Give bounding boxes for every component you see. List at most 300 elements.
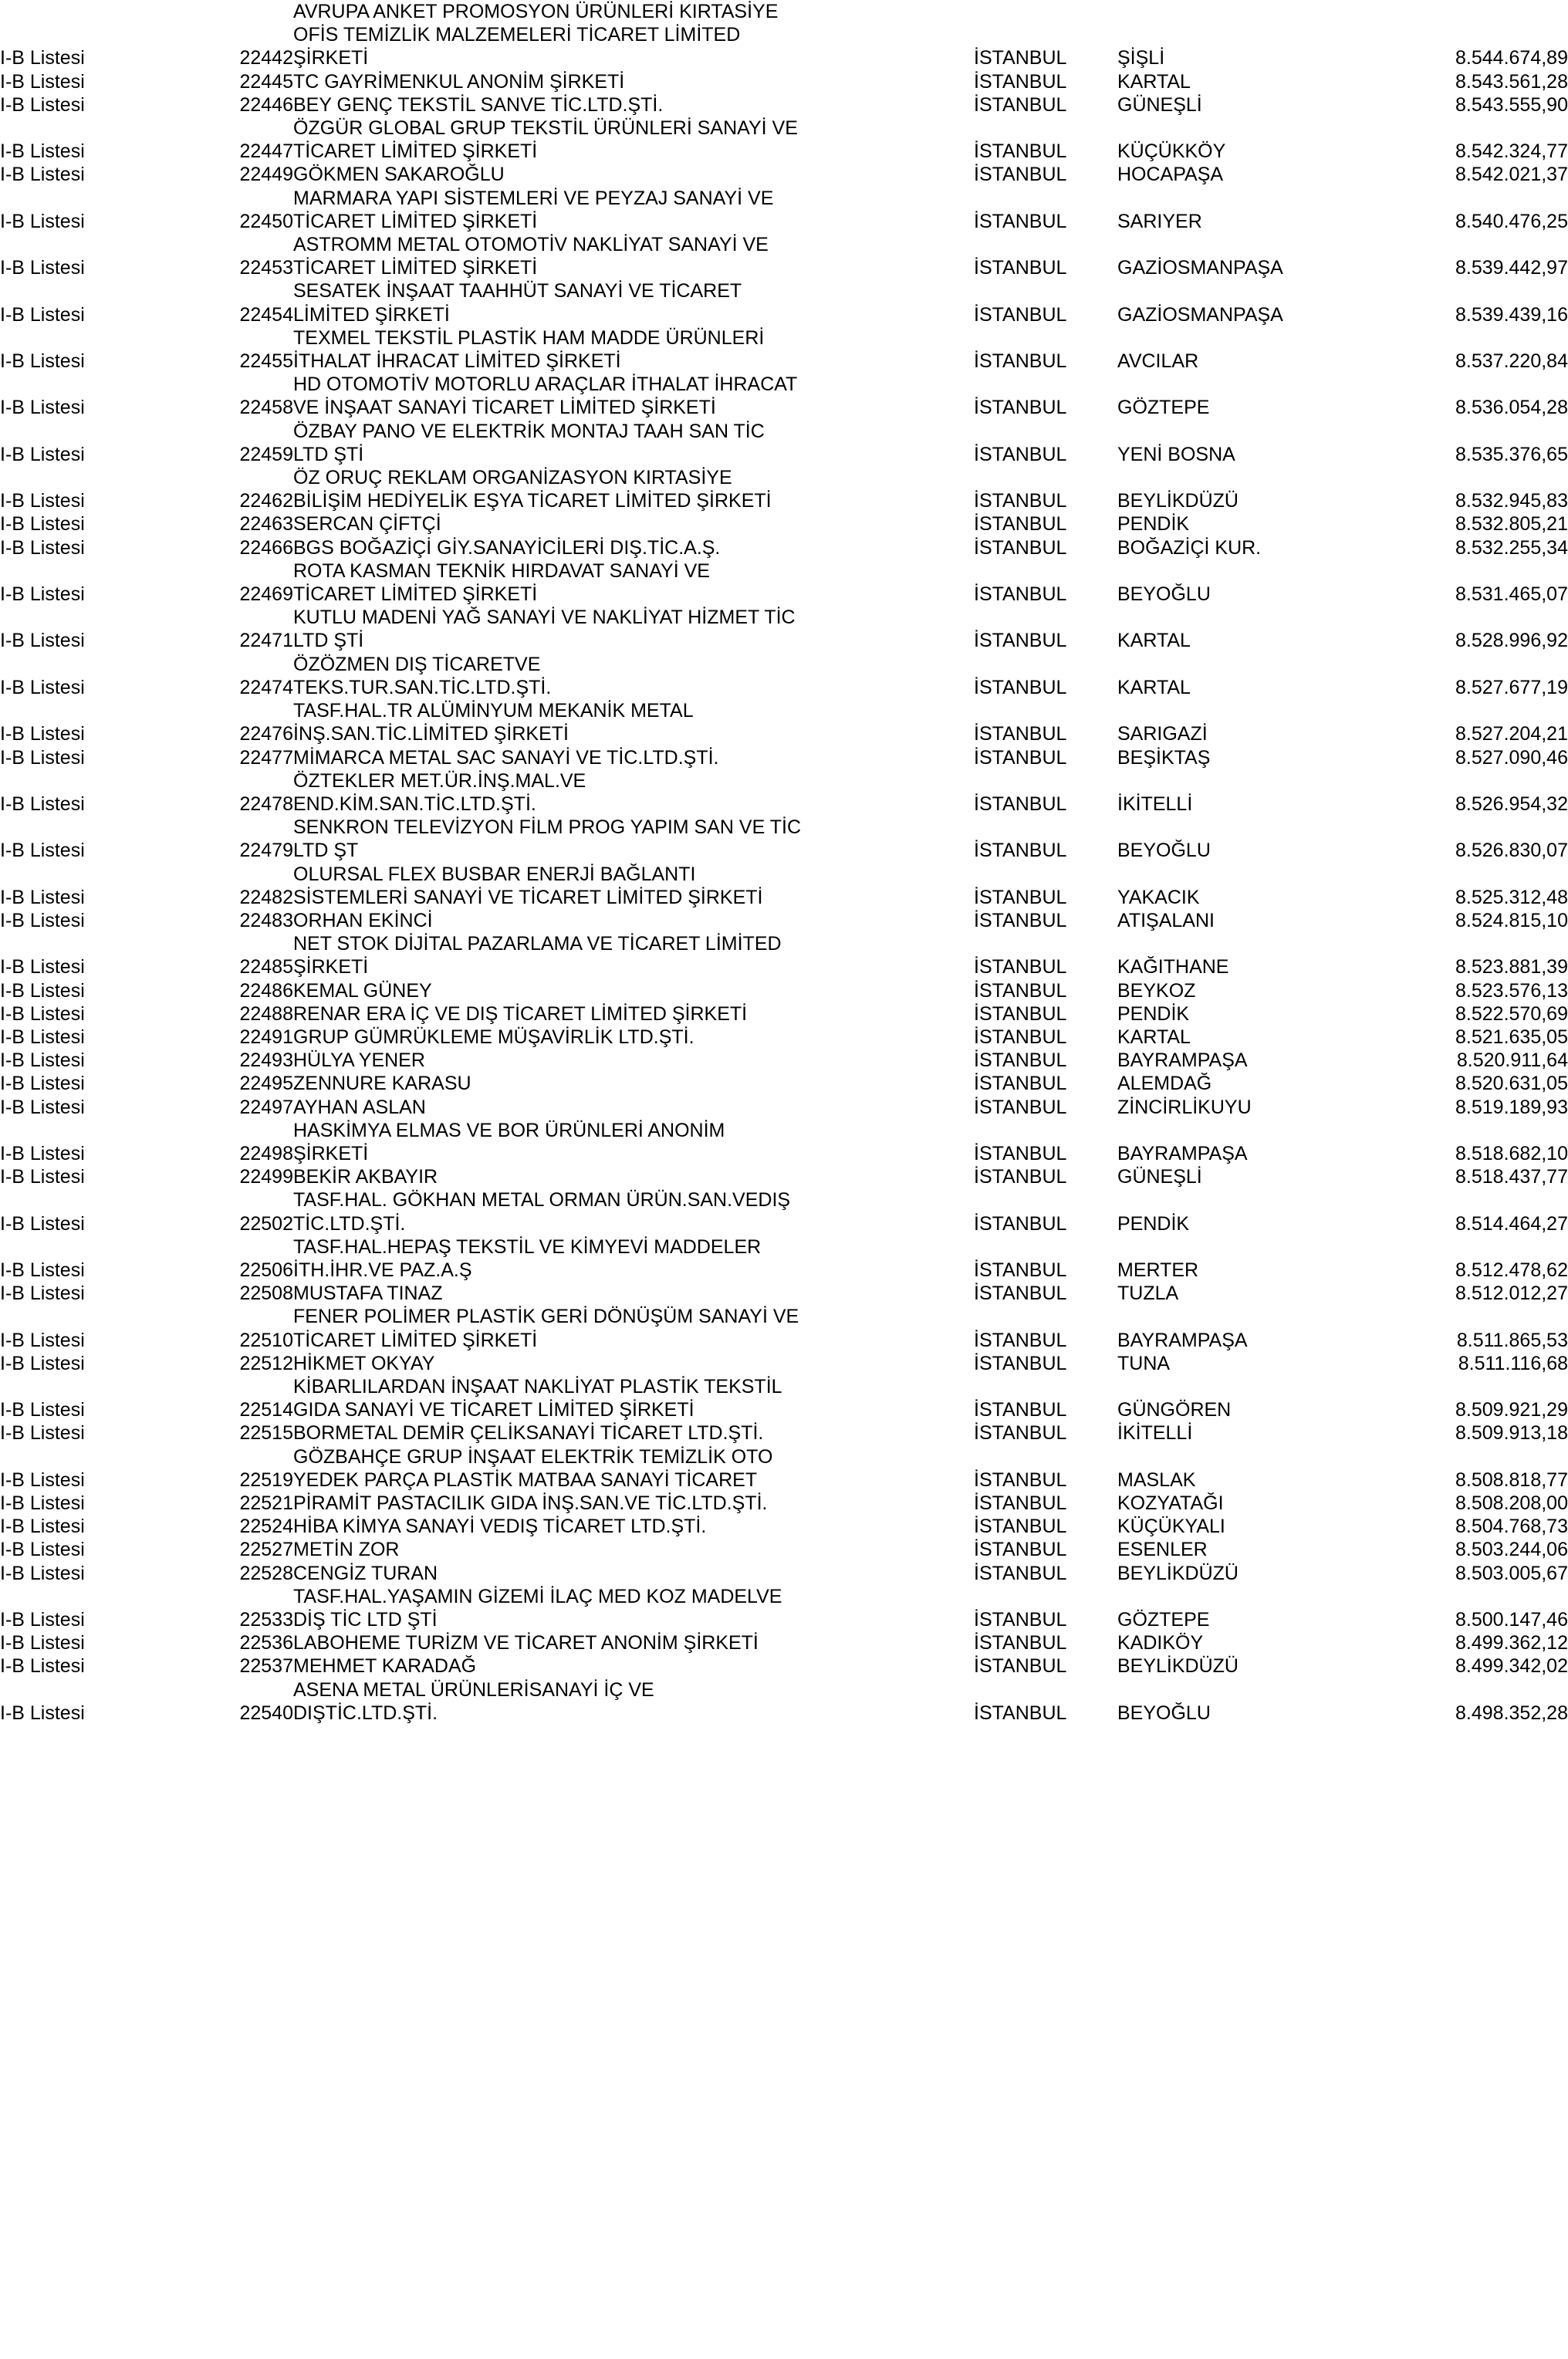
table-row-continuation — [0, 117, 1568, 140]
amount-empty — [1411, 1235, 1568, 1259]
table-row — [0, 256, 1568, 279]
city: İSTANBUL — [974, 350, 1067, 373]
list-label: I-B Listesi — [0, 630, 85, 652]
list-label-empty — [0, 1375, 193, 1398]
table-row — [0, 1259, 1568, 1282]
list-label-empty — [0, 1188, 193, 1212]
company-name: ZENNURE KARASU — [293, 1073, 471, 1095]
amount-empty — [1411, 117, 1568, 140]
district-empty — [1117, 466, 1411, 489]
company-name-wrap-line: ÖZGÜR GLOBAL GRUP TEKSTİL ÜRÜNLERİ SANAYİ VE — [293, 117, 798, 140]
table-row — [0, 1352, 1568, 1375]
list-label: I-B Listesi — [0, 1609, 85, 1631]
rank-number-empty — [193, 1235, 293, 1259]
district: PENDİK — [1117, 1002, 1190, 1025]
table-row-continuation — [0, 816, 1568, 839]
table-row — [0, 1165, 1568, 1188]
table-row-continuation — [0, 23, 1568, 46]
district: TUZLA — [1117, 1283, 1179, 1305]
list-label: I-B Listesi — [0, 490, 85, 512]
company-name: SİSTEMLERİ SANAYİ VE TİCARET LİMİTED ŞİRKETİ — [293, 886, 763, 908]
table-row-continuation — [0, 1119, 1568, 1142]
rank-number: 22463 — [239, 513, 293, 536]
district: KARTAL — [1117, 630, 1191, 652]
district-empty — [1117, 373, 1411, 396]
list-label: I-B Listesi — [0, 1655, 85, 1678]
table-row-continuation — [0, 1375, 1568, 1398]
amount-empty — [1411, 466, 1568, 489]
rank-number: 22471 — [239, 630, 293, 652]
rank-number-empty — [193, 466, 293, 489]
city: İSTANBUL — [974, 70, 1067, 93]
table-row — [0, 163, 1568, 186]
rank-number: 22483 — [239, 909, 293, 931]
rank-number: 22524 — [239, 1516, 293, 1538]
list-label: I-B Listesi — [0, 93, 85, 116]
city: İSTANBUL — [974, 1702, 1067, 1724]
company-name: MUSTAFA TINAZ — [293, 1283, 443, 1305]
company-name-wrap-line: NET STOK DİJİTAL PAZARLAMA VE TİCARET LİMİTED — [293, 933, 782, 955]
amount-empty — [1411, 769, 1568, 793]
rank-number-empty — [193, 653, 293, 676]
list-label-empty — [0, 1119, 193, 1142]
rank-number: 22540 — [239, 1702, 293, 1724]
amount: 8.527.677,19 — [1455, 676, 1568, 698]
rank-number: 22486 — [239, 979, 293, 1002]
list-label-empty — [0, 606, 193, 629]
amount: 8.543.555,90 — [1455, 93, 1568, 116]
list-label: I-B Listesi — [0, 956, 85, 978]
district-empty — [1117, 1585, 1411, 1608]
district: BEYLİKDÜZÜ — [1117, 1655, 1239, 1678]
rank-number: 22528 — [239, 1562, 293, 1584]
city: İSTANBUL — [974, 210, 1067, 232]
amount: 8.525.312,48 — [1455, 886, 1568, 908]
table-row — [0, 536, 1568, 559]
table-row — [0, 676, 1568, 699]
city: İSTANBUL — [974, 1562, 1067, 1584]
rank-number: 22458 — [239, 397, 293, 419]
district: BEYKOZ — [1117, 979, 1196, 1002]
table-row — [0, 1282, 1568, 1305]
city: İSTANBUL — [974, 490, 1067, 512]
city-empty — [974, 1445, 1117, 1468]
company-name: PİRAMİT PASTACILIK GIDA İNŞ.SAN.VE TİC.LTD.ŞTİ. — [293, 1492, 768, 1514]
rank-number-empty — [193, 326, 293, 350]
company-name: TİCARET LİMİTED ŞİRKETİ — [293, 583, 538, 606]
district: GAZİOSMANPAŞA — [1117, 303, 1283, 326]
amount-empty — [1411, 326, 1568, 350]
rank-number: 22453 — [239, 257, 293, 279]
rank-number-empty — [193, 1305, 293, 1328]
company-name-wrap-line: TASF.HAL.YAŞAMIN GİZEMİ İLAÇ MED KOZ MADELVE — [293, 1585, 782, 1607]
list-label: I-B Listesi — [0, 1329, 85, 1351]
company-name: TİC.LTD.ŞTİ. — [293, 1212, 406, 1235]
company-name: MİMARCA METAL SAC SANAYİ VE TİC.LTD.ŞTİ. — [293, 746, 719, 769]
list-label-empty — [0, 1305, 193, 1328]
company-name: İNŞ.SAN.TİC.LİMİTED ŞİRKETİ — [293, 723, 569, 745]
amount-empty — [1411, 1188, 1568, 1212]
rank-number: 22445 — [239, 70, 293, 93]
rank-number: 22519 — [239, 1468, 293, 1491]
district: ALEMDAĞ — [1117, 1073, 1212, 1095]
company-name: LABOHEME TURİZM VE TİCARET ANONİM ŞİRKETİ — [293, 1632, 759, 1654]
company-name-wrap-line: OFİS TEMİZLİK MALZEMELERİ TİCARET LİMİTED — [293, 24, 741, 46]
rank-number: 22533 — [239, 1609, 293, 1631]
table-row — [0, 1702, 1568, 1725]
district: İKİTELLİ — [1117, 793, 1193, 815]
company-name-wrap-line: OLURSAL FLEX BUSBAR ENERJİ BAĞLANTI — [293, 863, 696, 885]
city-empty — [974, 279, 1117, 302]
amount: 8.514.464,27 — [1455, 1212, 1568, 1235]
rank-number: 22493 — [239, 1049, 293, 1072]
list-label-empty — [0, 1235, 193, 1259]
amount: 8.526.954,32 — [1455, 793, 1568, 815]
company-name: BORMETAL DEMİR ÇELİKSANAYİ TİCARET LTD.ŞTİ. — [293, 1422, 764, 1445]
amount-empty — [1411, 653, 1568, 676]
list-label-empty — [0, 1585, 193, 1608]
district: KÜÇÜKKÖY — [1117, 140, 1226, 163]
list-label-empty — [0, 466, 193, 489]
rank-number-empty — [193, 699, 293, 722]
city: İSTANBUL — [974, 886, 1067, 908]
list-label: I-B Listesi — [0, 350, 85, 373]
table-row-continuation — [0, 606, 1568, 629]
amount-empty — [1411, 699, 1568, 722]
city: İSTANBUL — [974, 1539, 1067, 1561]
district: KARTAL — [1117, 70, 1191, 93]
table-row-continuation — [0, 1585, 1568, 1608]
rank-number-empty — [193, 187, 293, 210]
company-name-wrap-line: FENER POLİMER PLASTİK GERİ DÖNÜŞÜM SANAYİ VE — [293, 1306, 799, 1328]
table-row — [0, 1538, 1568, 1561]
company-name: BGS BOĞAZİÇİ GİY.SANAYİCİLERİ DIŞ.TİC.A.Ş. — [293, 536, 721, 559]
city: İSTANBUL — [974, 1352, 1067, 1374]
rank-number-empty — [193, 233, 293, 256]
district-empty — [1117, 1235, 1411, 1259]
city: İSTANBUL — [974, 630, 1067, 652]
city: İSTANBUL — [974, 536, 1067, 559]
company-name: TİCARET LİMİTED ŞİRKETİ — [293, 1329, 538, 1351]
list-label: I-B Listesi — [0, 1049, 85, 1072]
table-row — [0, 1492, 1568, 1515]
list-label: I-B Listesi — [0, 443, 85, 465]
table-row — [0, 1631, 1568, 1654]
amount-empty — [1411, 187, 1568, 210]
city: İSTANBUL — [974, 1259, 1067, 1281]
amount: 8.503.244,06 — [1455, 1539, 1568, 1561]
rank-number: 22497 — [239, 1096, 293, 1118]
rank-number: 22521 — [239, 1492, 293, 1514]
list-label: I-B Listesi — [0, 1096, 85, 1118]
list-label-empty — [0, 187, 193, 210]
city: İSTANBUL — [974, 840, 1067, 862]
rank-number: 22447 — [239, 140, 293, 163]
amount: 8.511.116,68 — [1458, 1352, 1568, 1374]
company-name: KEMAL GÜNEY — [293, 979, 432, 1002]
city: İSTANBUL — [974, 1026, 1067, 1048]
district-empty — [1117, 1119, 1411, 1142]
amount: 8.520.631,05 — [1455, 1073, 1568, 1095]
company-name: LTD ŞTİ — [293, 630, 364, 652]
district-empty — [1117, 863, 1411, 886]
rank-number-empty — [193, 0, 293, 23]
rank-number: 22462 — [239, 490, 293, 512]
list-label: I-B Listesi — [0, 1002, 85, 1025]
table-row-continuation — [0, 1188, 1568, 1212]
company-name: DIŞTİC.LTD.ŞTİ. — [293, 1702, 438, 1724]
amount: 8.528.996,92 — [1455, 630, 1568, 652]
district-empty — [1117, 0, 1411, 23]
city: İSTANBUL — [974, 1002, 1067, 1025]
district: BAYRAMPAŞA — [1117, 1049, 1248, 1072]
company-name-wrap-line: TASF.HAL. GÖKHAN METAL ORMAN ÜRÜN.SAN.VEDIŞ — [293, 1189, 791, 1212]
table-row-continuation — [0, 699, 1568, 722]
city: İSTANBUL — [974, 746, 1067, 769]
district-empty — [1117, 1375, 1411, 1398]
amount-empty — [1411, 1375, 1568, 1398]
rank-number-empty — [193, 279, 293, 302]
company-name-wrap-line: ÖZBAY PANO VE ELEKTRİK MONTAJ TAAH SAN TİC — [293, 420, 765, 442]
company-name: TİCARET LİMİTED ŞİRKETİ — [293, 257, 538, 279]
table-row-continuation — [0, 1445, 1568, 1468]
table-row — [0, 46, 1568, 69]
list-label: I-B Listesi — [0, 164, 85, 186]
list-label-empty — [0, 863, 193, 886]
company-name: MEHMET KARADAĞ — [293, 1655, 477, 1678]
company-name-wrap-line: ÖZTEKLER MET.ÜR.İNŞ.MAL.VE — [293, 769, 586, 792]
company-name-wrap-line: ASTROMM METAL OTOMOTİV NAKLİYAT SANAYİ VE — [293, 234, 769, 256]
amount-empty — [1411, 279, 1568, 302]
amount: 8.499.342,02 — [1455, 1655, 1568, 1678]
company-name-wrap-line: GÖZBAHÇE GRUP İNŞAAT ELEKTRİK TEMİZLİK OTO — [293, 1445, 773, 1468]
table-row-continuation — [0, 0, 1568, 23]
amount: 8.524.815,10 — [1455, 909, 1568, 931]
rank-number-empty — [193, 1119, 293, 1142]
district-empty — [1117, 1678, 1411, 1702]
city: İSTANBUL — [974, 1212, 1067, 1235]
city-empty — [974, 0, 1117, 23]
rank-number-empty — [193, 373, 293, 396]
rank-number: 22476 — [239, 723, 293, 745]
list-label: I-B Listesi — [0, 1073, 85, 1095]
table-row — [0, 93, 1568, 117]
company-name: GÖKMEN SAKAROĞLU — [293, 164, 505, 186]
list-label: I-B Listesi — [0, 1026, 85, 1048]
city: İSTANBUL — [974, 909, 1067, 931]
amount: 8.523.576,13 — [1455, 979, 1568, 1002]
company-name-wrap-line: TASF.HAL.HEPAŞ TEKSTİL VE KİMYEVİ MADDELER — [293, 1235, 762, 1258]
amount: 8.500.147,46 — [1455, 1609, 1568, 1631]
district-empty — [1117, 279, 1411, 302]
city: İSTANBUL — [974, 164, 1067, 186]
city: İSTANBUL — [974, 723, 1067, 745]
table-row — [0, 1096, 1568, 1119]
district: MASLAK — [1117, 1468, 1196, 1491]
company-name-wrap-line: ÖZ ORUÇ REKLAM ORGANİZASYON KIRTASİYE — [293, 467, 732, 489]
city: İSTANBUL — [974, 1655, 1067, 1678]
city: İSTANBUL — [974, 979, 1067, 1002]
company-name: SERCAN ÇİFTÇİ — [293, 513, 441, 536]
company-name: BEKİR AKBAYIR — [293, 1166, 438, 1188]
list-label-empty — [0, 420, 193, 443]
table-row-continuation — [0, 187, 1568, 210]
amount-empty — [1411, 0, 1568, 23]
amount: 8.512.012,27 — [1455, 1283, 1568, 1305]
amount: 8.522.570,69 — [1455, 1002, 1568, 1025]
table-row — [0, 793, 1568, 816]
rank-number: 22449 — [239, 164, 293, 186]
district: BOĞAZİÇİ KUR. — [1117, 536, 1262, 559]
rank-number-empty — [193, 606, 293, 629]
rank-number: 22502 — [239, 1212, 293, 1235]
district-empty — [1117, 23, 1411, 46]
rank-number-empty — [193, 1375, 293, 1398]
company-name: BEY GENÇ TEKSTİL SANVE TİC.LTD.ŞTİ. — [293, 93, 664, 116]
amount-empty — [1411, 863, 1568, 886]
table-row-continuation — [0, 466, 1568, 489]
amount-empty — [1411, 1585, 1568, 1608]
city-empty — [974, 653, 1117, 676]
amount: 8.504.768,73 — [1455, 1516, 1568, 1538]
rank-number: 22537 — [239, 1655, 293, 1678]
table-row — [0, 722, 1568, 745]
district: BAYRAMPAŞA — [1117, 1142, 1248, 1164]
list-label: I-B Listesi — [0, 210, 85, 232]
table-row-continuation — [0, 559, 1568, 583]
rank-number: 22499 — [239, 1166, 293, 1188]
list-label: I-B Listesi — [0, 840, 85, 862]
table-row — [0, 1468, 1568, 1492]
rank-number: 22459 — [239, 443, 293, 465]
amount-empty — [1411, 1119, 1568, 1142]
table-row — [0, 583, 1568, 606]
company-name: TEKS.TUR.SAN.TİC.LTD.ŞTİ. — [293, 676, 552, 698]
rank-number-empty — [193, 1585, 293, 1608]
list-label: I-B Listesi — [0, 583, 85, 606]
district-empty — [1117, 606, 1411, 629]
amount: 8.521.635,05 — [1455, 1026, 1568, 1048]
district-empty — [1117, 816, 1411, 839]
list-label: I-B Listesi — [0, 397, 85, 419]
city: İSTANBUL — [974, 676, 1067, 698]
city: İSTANBUL — [974, 93, 1067, 116]
amount: 8.540.476,25 — [1455, 210, 1568, 232]
table-row-continuation — [0, 863, 1568, 886]
rank-number: 22482 — [239, 886, 293, 908]
amount-empty — [1411, 373, 1568, 396]
city: İSTANBUL — [974, 140, 1067, 163]
company-name: DİŞ TİC LTD ŞTİ — [293, 1609, 438, 1631]
list-label-empty — [0, 0, 193, 23]
company-name-wrap-line: SENKRON TELEVİZYON FİLM PROG YAPIM SAN VE TİC — [293, 816, 802, 839]
district-empty — [1117, 653, 1411, 676]
rank-number-empty — [193, 1445, 293, 1468]
district: ŞİŞLİ — [1117, 47, 1165, 69]
rank-number: 22446 — [239, 93, 293, 116]
city: İSTANBUL — [974, 1049, 1067, 1072]
table-row — [0, 1421, 1568, 1445]
city-empty — [974, 1375, 1117, 1398]
amount: 8.519.189,93 — [1455, 1096, 1568, 1118]
table-row — [0, 1562, 1568, 1585]
list-label: I-B Listesi — [0, 886, 85, 908]
rank-number: 22508 — [239, 1283, 293, 1305]
city: İSTANBUL — [974, 513, 1067, 536]
city: İSTANBUL — [974, 257, 1067, 279]
table-row — [0, 396, 1568, 419]
district: HOCAPAŞA — [1117, 164, 1224, 186]
district: KÜÇÜKYALI — [1117, 1516, 1225, 1538]
table-row — [0, 140, 1568, 163]
list-label: I-B Listesi — [0, 1632, 85, 1654]
rank-number: 22485 — [239, 956, 293, 978]
rank-number: 22479 — [239, 840, 293, 862]
amount: 8.537.220,84 — [1455, 350, 1568, 373]
list-label: I-B Listesi — [0, 513, 85, 536]
amount: 8.542.324,77 — [1455, 140, 1568, 163]
list-label: I-B Listesi — [0, 140, 85, 163]
district: GAZİOSMANPAŞA — [1117, 257, 1283, 279]
city-empty — [974, 863, 1117, 886]
company-name: GIDA SANAYİ VE TİCARET LİMİTED ŞİRKETİ — [293, 1399, 694, 1421]
district: GÖZTEPE — [1117, 397, 1210, 419]
district-empty — [1117, 1305, 1411, 1328]
district: KOZYATAĞI — [1117, 1492, 1224, 1514]
table-row — [0, 70, 1568, 93]
district-empty — [1117, 233, 1411, 256]
company-name: LTD ŞTİ — [293, 443, 364, 465]
company-name: HİKMET OKYAY — [293, 1352, 435, 1374]
table-row — [0, 1654, 1568, 1678]
list-label: I-B Listesi — [0, 1468, 85, 1491]
amount: 8.511.865,53 — [1456, 1329, 1568, 1351]
company-name: GRUP GÜMRÜKLEME MÜŞAVİRLİK LTD.ŞTİ. — [293, 1026, 694, 1048]
city: İSTANBUL — [974, 1329, 1067, 1351]
city: İSTANBUL — [974, 443, 1067, 465]
company-name: HİBA KİMYA SANAYİ VEDIŞ TİCARET LTD.ŞTİ. — [293, 1516, 707, 1538]
list-label: I-B Listesi — [0, 1166, 85, 1188]
amount: 8.508.818,77 — [1455, 1468, 1568, 1491]
amount: 8.508.208,00 — [1455, 1492, 1568, 1514]
amount: 8.536.054,28 — [1455, 397, 1568, 419]
list-label-empty — [0, 23, 193, 46]
list-label: I-B Listesi — [0, 1212, 85, 1235]
amount-empty — [1411, 559, 1568, 583]
district: BEŞİKTAŞ — [1117, 746, 1211, 769]
district-empty — [1117, 559, 1411, 583]
amount-empty — [1411, 23, 1568, 46]
table-row — [0, 489, 1568, 512]
amount: 8.526.830,07 — [1455, 840, 1568, 862]
list-label: I-B Listesi — [0, 1422, 85, 1445]
district: GÜNEŞLİ — [1117, 93, 1202, 116]
table-row — [0, 1026, 1568, 1049]
table-row — [0, 839, 1568, 862]
district: BAYRAMPAŞA — [1117, 1329, 1248, 1351]
district: BEYOĞLU — [1117, 583, 1211, 606]
district: KADIKÖY — [1117, 1632, 1204, 1654]
amount-empty — [1411, 816, 1568, 839]
amount: 8.503.005,67 — [1455, 1562, 1568, 1584]
district: ZİNCİRLİKUYU — [1117, 1096, 1252, 1118]
amount: 8.518.437,77 — [1455, 1166, 1568, 1188]
district: PENDİK — [1117, 1212, 1190, 1235]
amount-empty — [1411, 233, 1568, 256]
district: KARTAL — [1117, 1026, 1191, 1048]
city-empty — [974, 1235, 1117, 1259]
table-row — [0, 979, 1568, 1002]
